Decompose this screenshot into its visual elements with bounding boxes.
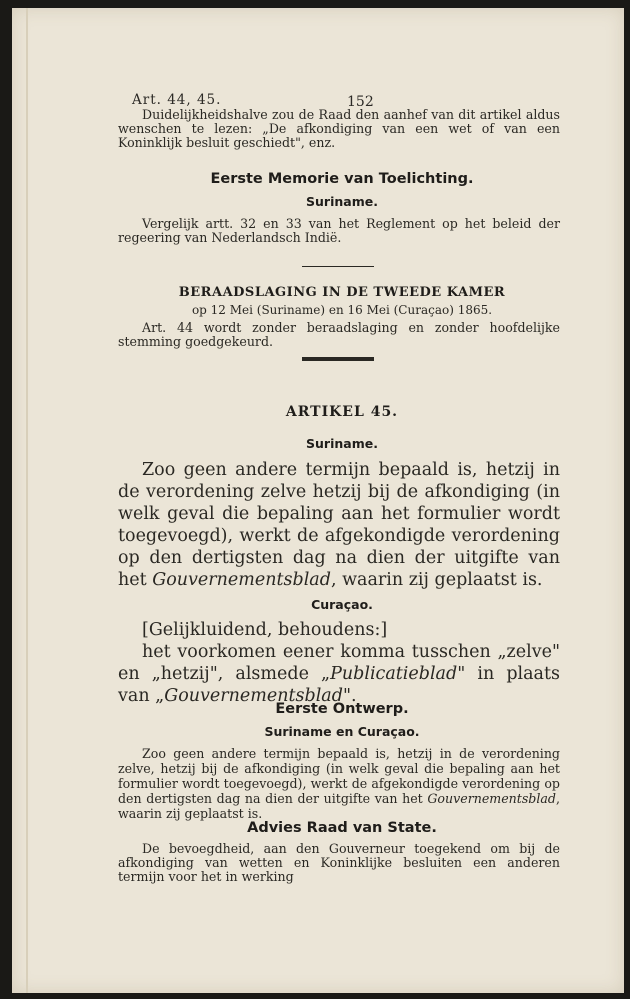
- artikel-suriname-label: Suriname.: [306, 436, 378, 451]
- artikel-suriname-paragraph: Zoo geen andere termijn bepaald is, hetzij in de verordening zelve hetzij bij de afkondiging (in welk geval die bepaling aan het formulier wordt toegevoegd), werkt de afgekondigde verordening op den dertigsten dag na dien der uitgifte van het Gouvernementsblad, waarin zij geplaatst is.: [118, 460, 560, 590]
- beraadslaging-paragraph: Art. 44 wordt zonder beraadslaging en zonder hoofdelijke stemming goedgekeurd.: [118, 320, 560, 349]
- gouvernementsblad-italic: Gouvernementsblad: [152, 570, 331, 590]
- section-divider: [302, 266, 374, 267]
- publicatieblad-italic: Publicatieblad: [330, 664, 458, 684]
- memorie-paragraph: Vergelijk artt. 32 en 33 van het Reglement op het beleid der regeering van Nederlandsch Indië.: [118, 216, 560, 245]
- artikel-title: ARTIKEL 45.: [285, 404, 399, 420]
- page-edge-line: [26, 8, 28, 993]
- document-page: [12, 8, 624, 993]
- memorie-subtitle: Suriname.: [306, 194, 378, 209]
- gouvernementsblad-italic-2: Gouvernementsblad: [164, 686, 343, 706]
- beraadslaging-title: BERAADSLAGING IN DE TWEEDE KAMER: [178, 285, 506, 300]
- article-reference: Art. 44, 45.: [132, 92, 222, 108]
- beraadslaging-dates: op 12 Mei (Suriname) en 16 Mei (Curaçao) 1865.: [191, 303, 493, 317]
- ontwerp-subtitle: Suriname en Curaçao.: [264, 724, 420, 739]
- artikel-curacao-label: Curaçao.: [311, 597, 373, 612]
- artikel-curacao-paragraph: het voorkomen eener komma tusschen „zelve" en „hetzij", alsmede „Publicatieblad" in plaats van „Gouvernementsblad".: [118, 642, 560, 706]
- thick-divider: [302, 357, 374, 361]
- memorie-title: Eerste Memorie van Toelichting.: [210, 171, 474, 187]
- gouvernementsblad-italic-3: Gouvernementsblad: [427, 791, 556, 806]
- ontwerp-paragraph: Zoo geen andere termijn bepaald is, hetzij in de verordening zelve, hetzij bij de afkondiging (in welk geval die bepaling aan het formulier wordt toegevoegd), werkt de afgekondigde verordening op den dertigsten dag na dien der uitgifte van het Gouvernementsblad, waarin zij geplaatst is.: [118, 746, 560, 821]
- advies-paragraph: De bevoegdheid, aan den Gouverneur toegekend om bij de afkondiging van wetten en Koninklijke besluiten een anderen termijn voor het in werking: [118, 841, 560, 884]
- curacao-first-line: [Gelijkluidend, behoudens:]: [142, 620, 388, 640]
- advies-title: Advies Raad van State.: [247, 820, 437, 836]
- ontwerp-title: Eerste Ontwerp.: [275, 701, 409, 717]
- intro-paragraph: Duidelijkheidshalve zou de Raad den aanhef van dit artikel aldus wenschen te lezen: „De afkondiging van een wet of van een Koninklijk besluit geschiedt", enz.: [118, 107, 560, 150]
- page-number: 152: [347, 94, 374, 110]
